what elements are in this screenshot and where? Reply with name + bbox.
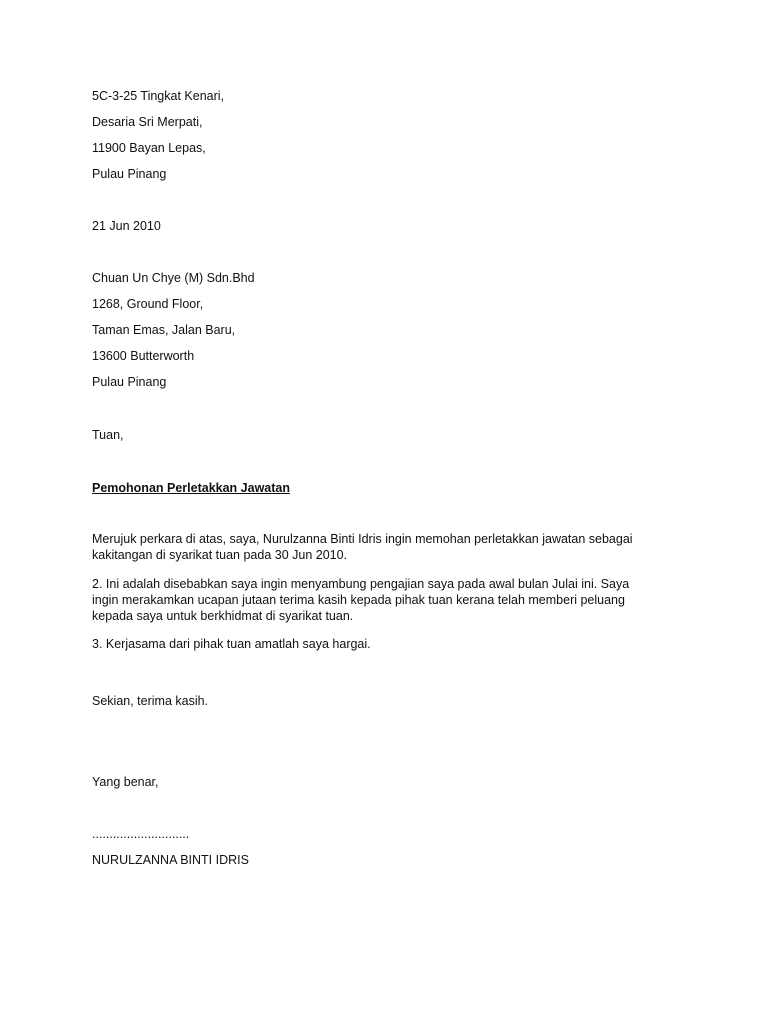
recipient-address-line-1: Chuan Un Chye (M) Sdn.Bhd: [92, 271, 255, 285]
recipient-address-line-5: Pulau Pinang: [92, 375, 167, 389]
closing-remark: Sekian, terima kasih.: [92, 694, 209, 708]
sender-address-line-4: Pulau Pinang: [92, 167, 167, 181]
body-paragraph-2-line-2: ingin merakamkan ucapan jutaan terima kasih kepada pihak tuan kerana telah memberi peluang: [92, 593, 625, 607]
signature-line: ............................: [92, 827, 190, 841]
sender-address-line-2: Desaria Sri Merpati,: [92, 115, 203, 129]
body-paragraph-1-line-1: Merujuk perkara di atas, saya, Nurulzanna Binti Idris ingin memohan perletakkan jawatan sebagai: [92, 532, 633, 546]
salutation: Tuan,: [92, 428, 124, 442]
letter-date: 21 Jun 2010: [92, 219, 161, 233]
sign-off: Yang benar,: [92, 775, 159, 789]
signatory-name: NURULZANNA BINTI IDRIS: [92, 853, 249, 867]
body-paragraph-2-line-1: 2. Ini adalah disebabkan saya ingin menyambung pengajian saya pada awal bulan Julai ini. Saya: [92, 577, 630, 591]
sender-address-line-3: 11900 Bayan Lepas,: [92, 141, 206, 155]
body-paragraph-1-line-2: kakitangan di syarikat tuan pada 30 Jun 2010.: [92, 548, 348, 562]
body-paragraph-2-line-3: kepada saya untuk berkhidmat di syarikat tuan.: [92, 609, 354, 623]
recipient-address-line-3: Taman Emas, Jalan Baru,: [92, 323, 236, 337]
sender-address-line-1: 5C-3-25 Tingkat Kenari,: [92, 89, 225, 103]
letter-subject: Pemohonan Perletakkan Jawatan: [92, 481, 290, 495]
body-paragraph-3: 3. Kerjasama dari pihak tuan amatlah saya hargai.: [92, 637, 371, 651]
recipient-address-line-2: 1268, Ground Floor,: [92, 297, 204, 311]
recipient-address-line-4: 13600 Butterworth: [92, 349, 195, 363]
